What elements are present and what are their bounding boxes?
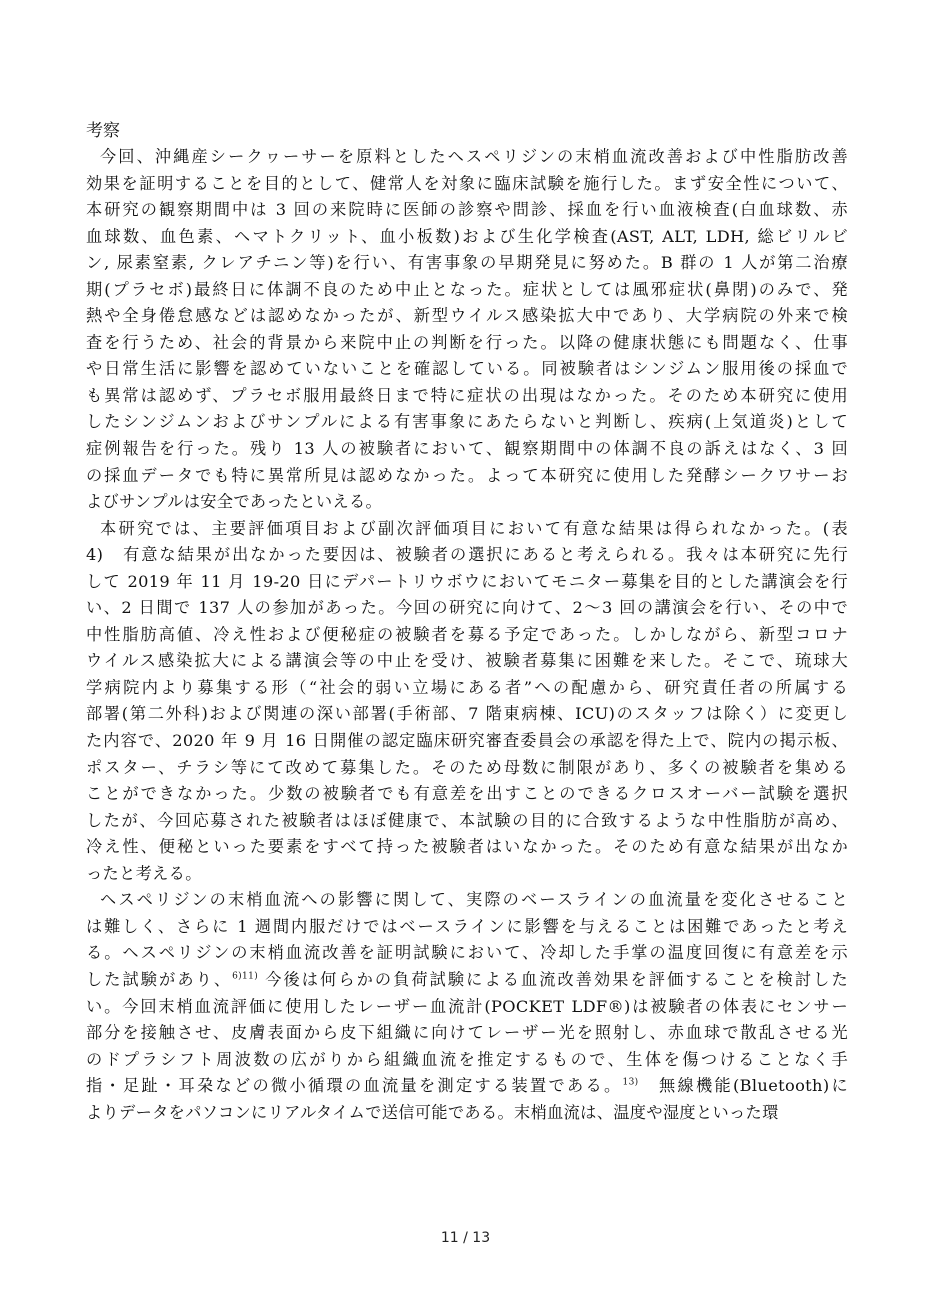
paragraph — [86, 144, 848, 516]
text-segment: 指・足趾・耳朶などの微小循環の血流量を測定する装置である。 — [86, 1076, 623, 1096]
text-segment: 無線機能(Bluetooth)に — [638, 1076, 848, 1096]
paragraphs — [86, 144, 848, 1126]
text-line: い、2 日間で 137 人の参加があった。今回の研究に向けて、2～3 回の講演会を行い、その中で — [86, 598, 848, 618]
text-line: 部署(第二外科)および関連の深い部署(手術部、7 階東病棟、ICU)のスタッフは除く）に変更し — [86, 704, 848, 724]
text-line: したシンジムンおよびサンプルによる有害事象にあたらないと判断し、疾病(上気道炎)として — [86, 412, 848, 432]
text-line: 熱や全身倦怠感などは認めなかったが、新型ウイルス感染拡大中であり、大学病院の外来で検 — [86, 306, 848, 326]
text-line: よりデータをパソコンにリアルタイムで送信可能である。末梢血流は、温度や湿度といった環 — [86, 1102, 779, 1122]
text-line: の採血データでも特に異常所見は認めなかった。よって本研究に使用した発酵シークワサーお — [86, 465, 848, 485]
text-line: ことができなかった。少数の被験者でも有意差を出すことのできるクロスオーバー試験を選択 — [86, 784, 848, 804]
text-line: 期(プラセボ)最終日に体調不良のため中止となった。症状としては風邪症状(鼻閉)のみで、発 — [86, 279, 848, 299]
text-line: して 2019 年 11 月 19-20 日にデパートリウボウにおいてモニター募集を目的とした講演会を行 — [86, 571, 848, 591]
text-line: 効果を証明することを目的として、健常人を対象に臨床試験を施行した。まず安全性について、 — [86, 173, 848, 193]
text-line: 部分を接触させ、皮膚表面から皮下組織に向けてレーザー光を照射し、赤血球で散乱させる光 — [86, 1023, 848, 1043]
text-line: よびサンプルは安全であったといえる。 — [86, 492, 383, 512]
text-line: 今回、沖縄産シークヮーサーを原料としたヘスペリジンの末梢血流改善および中性脂肪改善 — [100, 147, 848, 166]
text-line — [86, 967, 848, 994]
text-line: 4) 有意な結果が出なかった要因は、被験者の選択にあると考えられる。我々は本研究に先行 — [86, 545, 848, 565]
section-heading: 考察 — [86, 121, 120, 141]
page-number: 11 / 13 — [440, 1230, 491, 1246]
text-line: ポスター、チラシ等にて改めて募集した。そのため母数に制限があり、多くの被験者を集める — [86, 757, 848, 777]
text-line — [86, 1073, 848, 1100]
text-line: は難しく、さらに 1 週間内服だけではベースラインに影響を与えることは困難であったと考え — [86, 916, 848, 936]
text-segment: した試験があり、 — [86, 969, 233, 989]
paragraph — [86, 887, 848, 1126]
text-line: 査を行うため、社会的背景から来院中止の判断を行った。以降の健康状態にも問題なく、仕事 — [86, 332, 848, 352]
text-line: したが、今回応募された被験者はほぼ健康で、本試験の目的に合致するような中性脂肪が高め、 — [86, 810, 848, 830]
text-line: い。今回末梢血流評価に使用したレーザー血流計(POCKET LDF®)は被験者の体表にセンサー — [86, 996, 848, 1016]
text-line: ウイルス感染拡大による講演会等の中止を受け、被験者募集に困難を来した。そこで、琉球大 — [86, 651, 848, 671]
text-line: 冷え性、便秘といった要素をすべて持った被験者はいなかった。そのため有意な結果が出なか — [86, 837, 848, 857]
text-line: た内容で、2020 年 9 月 16 日開催の認定臨床研究審査委員会の承認を得た上で、院内の掲示板、 — [86, 731, 848, 751]
text-line: ったと考える。 — [86, 863, 202, 883]
text-line: も異常は認めず、プラセボ服用最終日まで特に症状の出現はなかった。そのため本研究に使用 — [86, 385, 848, 405]
text-line: 症例報告を行った。残り 13 人の被験者において、観察期間中の体調不良の訴えはなく、3 回 — [86, 439, 848, 459]
text-line: 本研究では、主要評価項目および副次評価項目において有意な結果は得られなかった。(表 — [100, 518, 848, 538]
text-line: 学病院内より募集する形（“社会的弱い立場にある者”への配慮から、研究責任者の所属する — [86, 677, 848, 697]
citation-superscript: 6)11) — [232, 971, 259, 982]
text-segment: 今後は何らかの負荷試験による血流改善効果を評価することを検討した — [258, 969, 848, 989]
paragraph — [86, 516, 848, 888]
text-line: 本研究の観察期間中は 3 回の来院時に医師の診察や問診、採血を行い血液検査(白血球数、赤 — [86, 200, 848, 220]
citation-superscript: 13) — [622, 1077, 639, 1088]
text-line: ン, 尿素窒素, クレアチニン等)を行い、有害事象の早期発見に努めた。B 群の 1 人が第二治療 — [86, 253, 848, 273]
text-line: や日常生活に影響を認めていないことを確認している。同被験者はシンジムン服用後の採血で — [86, 359, 848, 379]
text-line: のドプラシフト周波数の広がりから組織血流を推定するもので、生体を傷つけることなく手 — [86, 1049, 848, 1069]
text-line: 血球数、血色素、ヘマトクリット、血小板数)および生化学検査(AST, ALT, LDH, 総ビリルビ — [86, 226, 848, 246]
document-body — [86, 118, 848, 1126]
text-line: る。ヘスペリジンの末梢血流改善を証明試験において、冷却した手掌の温度回復に有意差を示 — [86, 943, 848, 963]
text-line: ヘスペリジンの末梢血流への影響に関して、実際のベースラインの血流量を変化させること — [100, 890, 848, 910]
text-line: 中性脂肪高値、冷え性および便秘症の被験者を募る予定であった。しかしながら、新型コロナ — [86, 624, 848, 644]
